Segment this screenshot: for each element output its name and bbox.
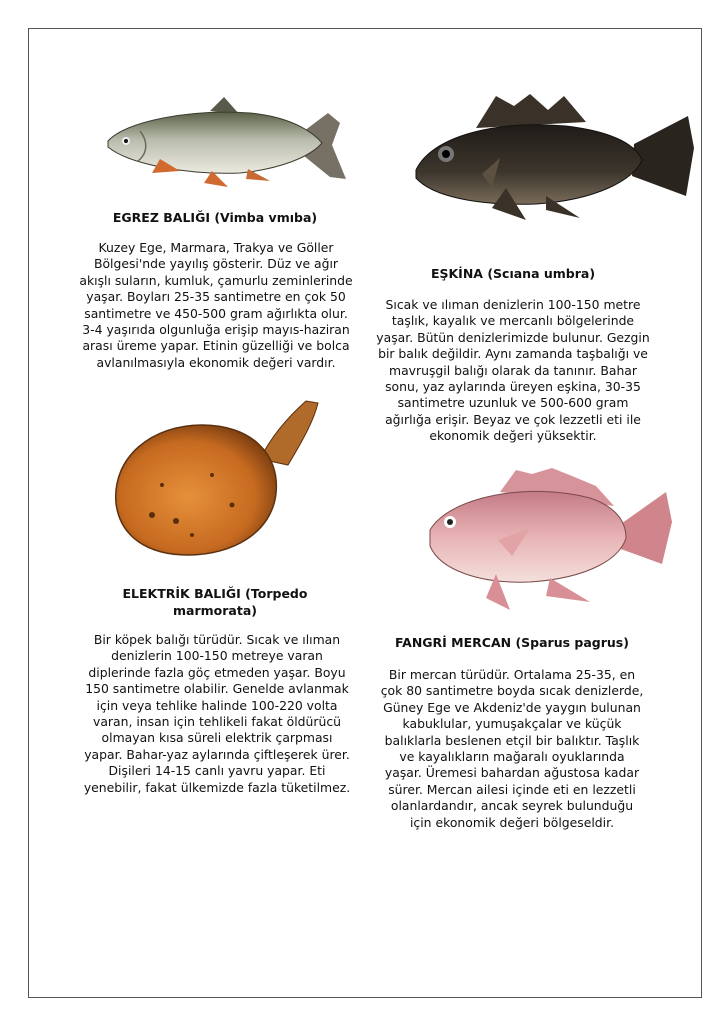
eskina-fish-icon bbox=[396, 88, 696, 240]
fangri-description: Bir mercan türüdür. Ortalama 25-35, en çok 80 santimetre boyda sıcak denizlerde, Güney Ege ve Akdeniz'de yaygın bulunan kabuklular, yumuşakçalar ve küçük balıklarla beslenen etçil bir balıktır. Taşlık ve kayalıkların mağaralı oyuklarında yaşar. Üremesi bahardan ağustosa kadar sürer. Mercan ailesi içinde eti en lezzetli olanlardandır, ancak seyrek bulunduğu için ekonomik değeri bölgeseldir. bbox=[380, 667, 644, 830]
egrez-fish-icon bbox=[100, 95, 352, 195]
egrez-title: EGREZ BALIĞI (Vimba vmıba) bbox=[112, 210, 318, 225]
egrez-description: Kuzey Ege, Marmara, Trakya ve Göller Bölgesi'nde yayılış gösterir. Düz ve ağır akışlı suların, kumluk, çamurlu zeminlerinde yaşar. Boyları 25-35 santimetre en çok 50 santimetre ve 450-500 gram ağırlıkta olur. 3-4 yaşırıda olgunluğa erişip mayıs-haziran arası üreme yapar. Etinin güzelliği ve bolca avlanılmasıyla ekonomik değeri vardır. bbox=[79, 240, 353, 370]
eskina-title: EŞKİNA (Scıana umbra) bbox=[430, 266, 596, 281]
fangri-title: FANGRİ MERCAN (Sparus pagrus) bbox=[395, 635, 629, 650]
elektrik-description: Bir köpek balığı türüdür. Sıcak ve ılıman denizlerin 100-150 metreye varan diplerinde fazla göç etmeden yaşar. Boyu 150 santimetre olabilir. Genelde avlanmak için veya tehlike halinde 100-220 volta varan, insan için tehlikeli fakat öldürücü olmayan kısa süreli elektrik çarpması yapar. Bahar-yaz aylarında çiftleşerek ürer. Dişileri 14-15 canlı yavru yapar. Eti yenebilir, fakat ülkemizde fazla tüketilmez. bbox=[83, 632, 351, 795]
red-porgy-fish-icon bbox=[400, 462, 676, 620]
eskina-description: Sıcak ve ılıman denizlerin 100-150 metre taşlık, kayalık ve mercanlı bölgelerinde yaşar. Bütün denizlerimizde bulunur. Gezgin bir balık değildir. Aynı zamanda taşbalığı ve mavruşgil balığı olarak da tanınır. Bahar sonu, yaz aylarında üreyen eşkina, 30-35 santimetre uzunluk ve 500-600 gram ağırlığa erişir. Beyaz ve çok lezzetli eti ile ekonomik değeri yüksektir. bbox=[376, 297, 650, 444]
electric-ray-icon bbox=[92, 395, 324, 567]
elektrik-title: ELEKTRİK BALIĞI (Torpedo marmorata) bbox=[122, 586, 308, 618]
